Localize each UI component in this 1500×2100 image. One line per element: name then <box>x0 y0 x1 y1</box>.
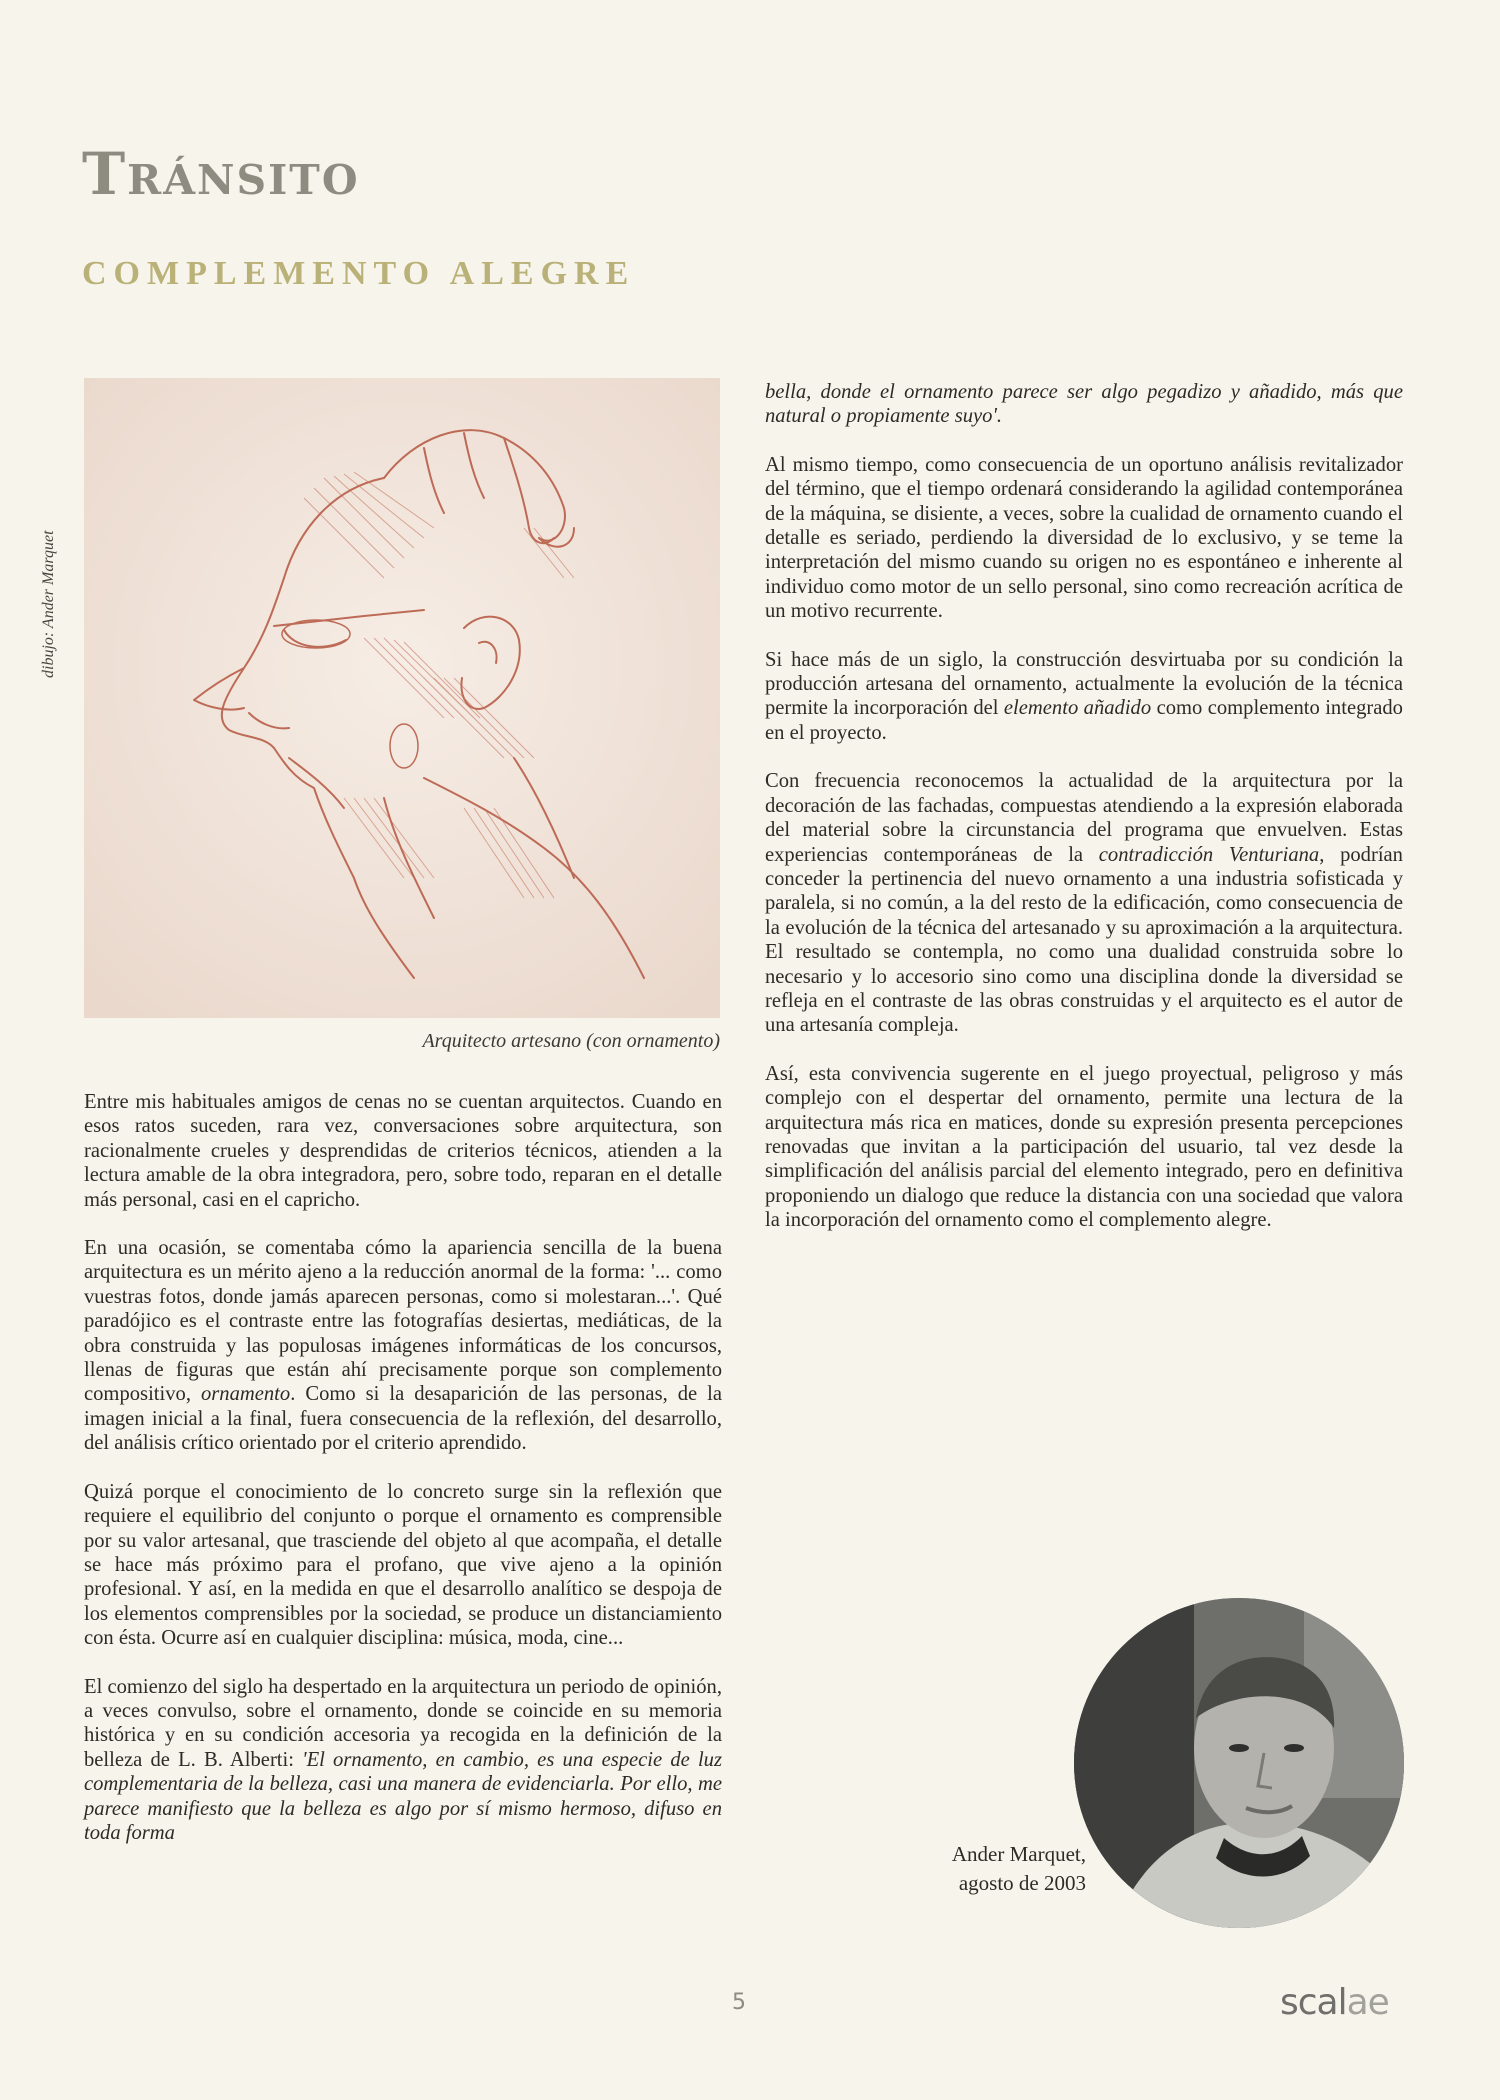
article-column-left <box>84 1090 722 1869</box>
author-name: Ander Marquet, <box>951 1842 1086 1866</box>
author-portrait <box>1074 1598 1404 1928</box>
author-photo <box>1074 1598 1404 1928</box>
sketch-drawing <box>84 378 720 1018</box>
signature-date: agosto de 2003 <box>958 1871 1086 1895</box>
sketch-illustration <box>84 378 720 1018</box>
article-column-right <box>765 380 1403 1257</box>
paragraph: Con frecuencia reconocemos la actualidad de la arquitectura por la decoración de las fachadas, compuestas atendiendo a la expresión elaborada del material sobre la circunstancia del programa que envuelven. Estas experiencias contemporáneas de la contradicción Venturiana, podrían conceder la pertinencia del nuevo ornamento a una industria sofisticada y paralela, si no común, a la del resto de la edificación, como consecuencia de la evolución de la técnica del artesanado y su aproximación a la arquitectura. El resultado se contempla, no como una dualidad construida sobre lo necesario y lo accesorio sino como una disciplina donde la diversidad se refleja en el contraste de las obras construidas y el arquitecto es el autor de una artesanía compleja. <box>765 770 1403 1037</box>
paragraph: Quizá porque el conocimiento de lo concreto surge sin la reflexión que requiere el equilibrio del conjunto o porque el ornamento es comprensible por su valor artesanal, que trasciende del objeto al que acompaña, el detalle se hace más próximo para el profano, que vive ajeno a la opinión profesional. Y así, en la medida en que el desarrollo analítico se despoja de los elementos comprensibles por la sociedad, se produce un distanciamiento con ésta. Ocurre así en cualquier disciplina: música, moda, cine... <box>84 1480 722 1650</box>
publication-logo: scalae <box>1280 1982 1389 2023</box>
page-subtitle: COMPLEMENTO ALEGRE <box>82 255 636 292</box>
paragraph: Entre mis habituales amigos de cenas no se cuentan arquitectos. Cuando en esos ratos suceden, rara vez, conversaciones sobre arquitectura, son racionalmente crueles y desprendidas de criterios técnicos, atienden a la lectura amable de la obra integradora, pero, sobre todo, reparan en el detalle más personal, casi en el capricho. <box>84 1091 722 1211</box>
paragraph: Si hace más de un siglo, la construcción desvirtuaba por su condición la producción artesana del ornamento, actualmente la evolución de la técnica permite la incorporación del elemento añadido como complemento integrado en el proyecto. <box>765 648 1403 744</box>
paragraph: Al mismo tiempo, como consecuencia de un oportuno análisis revitalizador del término, que el tiempo ordenará considerando la agilidad contemporánea de la máquina, se disiente, a veces, sobre la cualidad de ornamento cuando el detalle es seriado, perdiendo la diversidad de lo exclusivo, y se teme la interpretación del mismo cuando su origen no es espontáneo e inherente al individuo como motor de un sello personal, sino como recreación acrítica de un motivo recurrente. <box>765 453 1403 623</box>
quote-continuation: bella, donde el ornamento parece ser algo pegadizo y añadido, más que natural o propiamente suyo'. <box>765 381 1403 428</box>
paragraph: En una ocasión, se comentaba cómo la apariencia sencilla de la buena arquitectura es un mérito ajeno a la reducción anormal de la forma: '... como vuestras fotos, donde jamás aparecen personas, como si molestaran...'. Qué paradójico es el contraste entre las fotografías desiertas, mediáticas, de la obra construida y las populosas imágenes informáticas de los concursos, llenas de figuras que están ahí precisamente porque son complemento compositivo, ornamento. Como si la desaparición de las personas, de la imagen inicial a la final, fuera consecuencia de la reflexión, del desarrollo, del análisis crítico orientado por el criterio aprendido. <box>84 1237 722 1455</box>
page-title: Tránsito <box>82 140 360 208</box>
illustration-caption: Arquitecto artesano (con ornamento) <box>422 1030 720 1052</box>
author-signature <box>860 1840 1086 1898</box>
paragraph: El comienzo del siglo ha despertado en la arquitectura un periodo de opinión, a veces convulso, sobre el ornamento, donde se coincide en su memoria histórica y en su condición accesoria ya recogida en la definición de la belleza de L. B. Alberti: 'El ornamento, en cambio, es una especie de luz complementaria de la belleza, casi una manera de evidenciarla. Por ello, me parece manifiesto que la belleza es algo por sí mismo hermoso, difuso en toda forma <box>84 1675 722 1844</box>
paragraph: Así, esta convivencia sugerente en el juego proyectual, peligroso y más complejo con el despertar del ornamento, permite una lectura de la arquitectura más rica en matices, donde su expresión presenta percepciones renovadas que invitan a la participación del usuario, tal vez desde la simplificación del análisis parcial del elemento integrado, pero en definitiva proponiendo un dialogo que reduce la distancia con una sociedad que valora la incorporación del ornamento como el complemento alegre. <box>765 1062 1403 1232</box>
illustration-credit: dibujo: Ander Marquet <box>40 530 57 678</box>
page-number: 5 <box>732 1990 746 2015</box>
